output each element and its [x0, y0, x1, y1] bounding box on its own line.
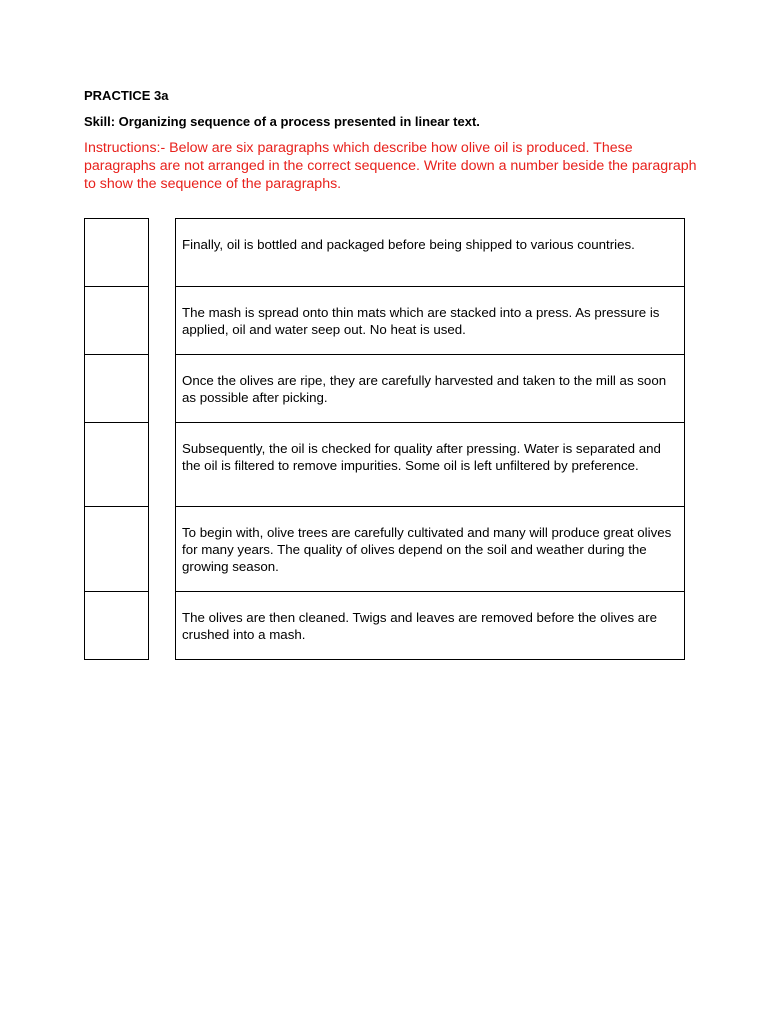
skill-heading: Skill: Organizing sequence of a process presented in linear text.: [84, 114, 480, 129]
paragraph-5: To begin with, olive trees are carefully cultivated and many will produce great olives for many years. The quality of olives depend on the soil and weather during the growing season.: [176, 507, 684, 592]
instructions-text: Instructions:- Below are six paragraphs which describe how olive oil is produced. These paragraphs are not arranged in the correct sequence. Write down a number beside the paragraph to show the sequence of the paragraphs.: [84, 140, 697, 192]
sequence-number-box-4[interactable]: [85, 423, 148, 507]
sequence-number-box-3[interactable]: [85, 355, 148, 423]
sequence-number-box-5[interactable]: [85, 507, 148, 592]
sequence-number-box-2[interactable]: [85, 287, 148, 355]
paragraph-1: Finally, oil is bottled and packaged before being shipped to various countries.: [176, 219, 684, 287]
sequence-number-column: [84, 218, 149, 660]
paragraph-6: The olives are then cleaned. Twigs and leaves are removed before the olives are crushed into a mash.: [176, 592, 684, 660]
paragraph-3: Once the olives are ripe, they are carefully harvested and taken to the mill as soon as possible after picking.: [176, 355, 684, 423]
sequence-number-box-1[interactable]: [85, 219, 148, 287]
page-title: PRACTICE 3a: [84, 88, 169, 103]
paragraph-4: Subsequently, the oil is checked for quality after pressing. Water is separated and the oil is filtered to remove impurities. Some oil is left unfiltered by preference.: [176, 423, 684, 507]
paragraph-2: The mash is spread onto thin mats which are stacked into a press. As pressure is applied, oil and water seep out. No heat is used.: [176, 287, 684, 355]
paragraph-column: [175, 218, 685, 660]
sequence-number-box-6[interactable]: [85, 592, 148, 660]
